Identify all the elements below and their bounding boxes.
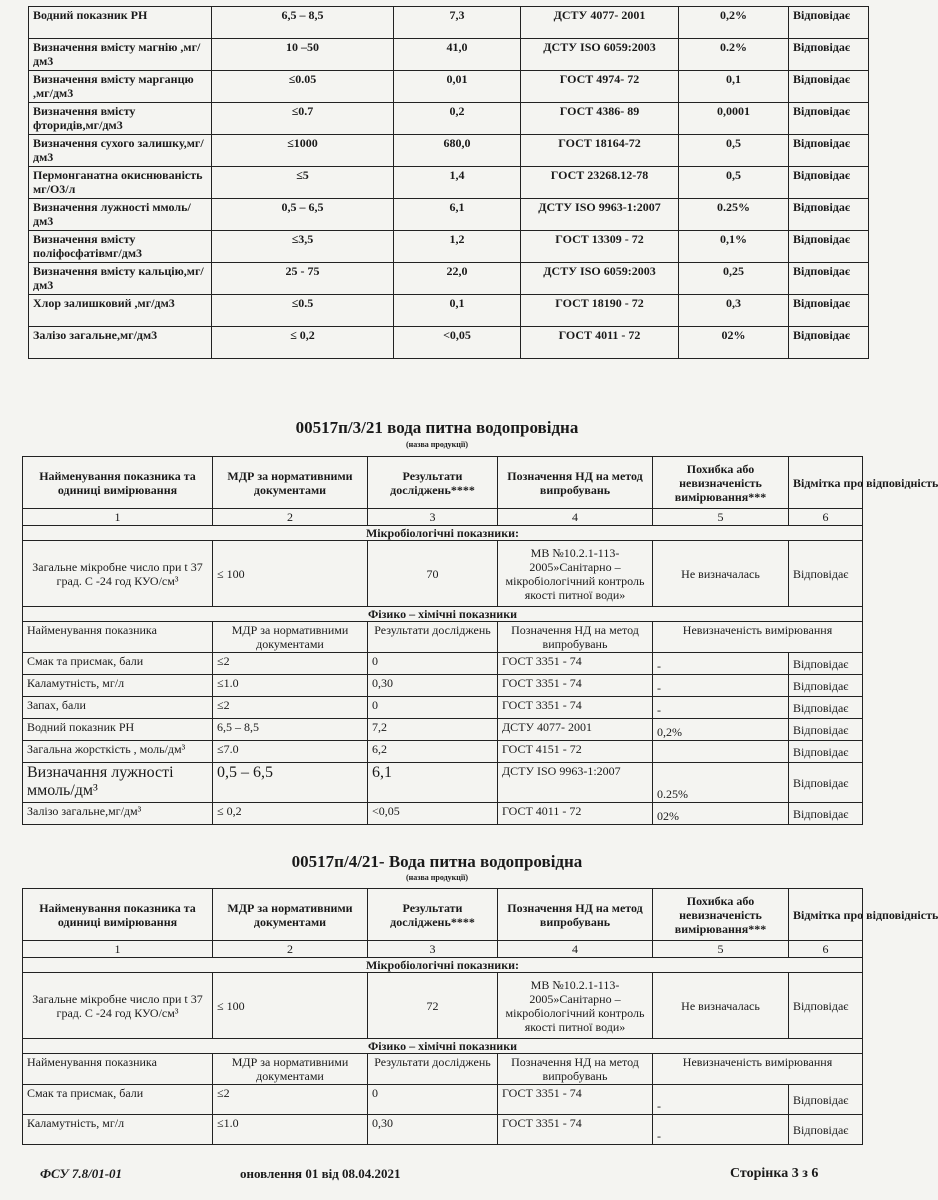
row-mdr: ≤5: [212, 167, 394, 199]
s4-col-result: Результати досліджень****: [368, 889, 498, 941]
row-mark: Відповідає: [789, 199, 869, 231]
row-error: 0,3: [679, 295, 789, 327]
row-error: 0,1: [679, 71, 789, 103]
sample4-title: 00517п/4/21- Вода питна водопровідна: [291, 852, 583, 871]
row-nd: ДСТУ ISO 9963-1:2007: [521, 199, 679, 231]
row-mark: Відповідає: [789, 327, 869, 359]
row-result: 0,01: [394, 71, 521, 103]
row-error: 0,25: [679, 263, 789, 295]
row-nd: ГОСТ 4386- 89: [521, 103, 679, 135]
s3-micro-result: 70: [368, 541, 498, 607]
phys-nd: ГОСТ 4011 - 72: [498, 803, 653, 825]
s4-micro-mark: Відповідає: [789, 973, 863, 1039]
phys-nd: ГОСТ 3351 - 74: [498, 1115, 653, 1145]
row-nd: ГОСТ 18164-72: [521, 135, 679, 167]
phys-mark: Відповідає: [789, 1115, 863, 1145]
row-name: Визначення вмісту кальцію,мг/дм3: [29, 263, 212, 295]
phys-mdr: ≤1.0: [213, 675, 368, 697]
s3-micro-label: Мікробіологічні показники:: [23, 526, 863, 541]
phys-result: 6,1: [368, 763, 498, 803]
table-row: [29, 71, 869, 103]
sample4-subtitle: (назва продукції): [405, 873, 468, 882]
row-name: Залізо загальне,мг/дм3: [29, 327, 212, 359]
phys-mark: Відповідає: [789, 675, 863, 697]
s4-phys-col-nd: Позначення НД на метод випробувань: [498, 1054, 653, 1085]
row-mdr: 10 –50: [212, 39, 394, 71]
row-error: 0,1%: [679, 231, 789, 263]
phys-mark: Відповідає: [789, 763, 863, 803]
s4-micro-result: 72: [368, 973, 498, 1039]
table-row: [23, 719, 863, 741]
phys-name: Визначання лужності ммоль/дм³: [23, 763, 213, 803]
s3-micro-nd: МВ №10.2.1-113-2005»Санітарно – мікробіологічний контроль якості питної води»: [498, 541, 653, 607]
table-row: [29, 135, 869, 167]
s4-num: 4: [498, 941, 653, 958]
row-error: 0.25%: [679, 199, 789, 231]
row-nd: ГОСТ 4974- 72: [521, 71, 679, 103]
s3-num: 6: [789, 509, 863, 526]
row-error: 0,0001: [679, 103, 789, 135]
row-nd: ГОСТ 4011 - 72: [521, 327, 679, 359]
row-name: Визначення вмісту марганцю ,мг/дм3: [29, 71, 212, 103]
row-result: 22,0: [394, 263, 521, 295]
row-error: 0,5: [679, 167, 789, 199]
phys-name: Смак та присмак, бали: [23, 1085, 213, 1115]
phys-mdr: ≤2: [213, 1085, 368, 1115]
row-mdr: ≤3,5: [212, 231, 394, 263]
phys-error: -: [653, 697, 789, 719]
s3-col-result: Результати досліджень****: [368, 457, 498, 509]
phys-error: [653, 741, 789, 763]
s4-col-error: Похибка або невизначеність вимірювання***: [653, 889, 789, 941]
phys-result: 0: [368, 1085, 498, 1115]
row-mark: Відповідає: [789, 39, 869, 71]
phys-name: Каламутність, мг/л: [23, 675, 213, 697]
s4-phys-col-result: Результати досліджень: [368, 1054, 498, 1085]
s3-num: 4: [498, 509, 653, 526]
table-row: [23, 1115, 863, 1145]
table-row: [29, 295, 869, 327]
table-row: [29, 231, 869, 263]
table-row: [29, 103, 869, 135]
s3-phys-label: Фізико – хімічні показники: [23, 607, 863, 622]
phys-nd: ГОСТ 3351 - 74: [498, 675, 653, 697]
s3-micro-name: Загальне мікробне число при t 37 град. С -24 год КУО/см³: [23, 541, 213, 607]
row-mdr: 0,5 – 6,5: [212, 199, 394, 231]
s4-micro-mdr: ≤ 100: [213, 973, 368, 1039]
row-error: 0.2%: [679, 39, 789, 71]
s4-phys-label: Фізико – хімічні показники: [23, 1039, 863, 1054]
row-result: 0,1: [394, 295, 521, 327]
table-row: [29, 39, 869, 71]
phys-nd: ГОСТ 3351 - 74: [498, 697, 653, 719]
phys-mdr: ≤2: [213, 697, 368, 719]
phys-mdr: ≤2: [213, 653, 368, 675]
table-row: [23, 803, 863, 825]
row-name: Визначення вмісту поліфосфатівмг/дм3: [29, 231, 212, 263]
phys-error: -: [653, 1115, 789, 1145]
table-row: [23, 697, 863, 719]
row-nd: ДСТУ 4077- 2001: [521, 7, 679, 39]
row-result: 0,2: [394, 103, 521, 135]
s4-num: 6: [789, 941, 863, 958]
table-row: [29, 7, 869, 39]
table-row: [23, 763, 863, 803]
row-mdr: 25 - 75: [212, 263, 394, 295]
row-name: Визначення вмісту фторидів,мг/дм3: [29, 103, 212, 135]
row-mdr: ≤0.05: [212, 71, 394, 103]
phys-name: Запах, бали: [23, 697, 213, 719]
phys-mdr: ≤1.0: [213, 1115, 368, 1145]
row-mdr: ≤0.7: [212, 103, 394, 135]
s4-micro-name: Загальне мікробне число при t 37 град. С -24 год КУО/см³: [23, 973, 213, 1039]
s3-phys-col-mdr: МДР за нормативними документами: [213, 622, 368, 653]
table-row: [29, 263, 869, 295]
s4-col-mark: Відмітка про відповідність: [789, 889, 863, 941]
phys-error: -: [653, 1085, 789, 1115]
phys-error: 0.25%: [653, 763, 789, 803]
row-name: Визначення сухого залишку,мг/дм3: [29, 135, 212, 167]
sample3-subtitle: (назва продукції): [405, 440, 468, 449]
s4-num: 2: [213, 941, 368, 958]
phys-name: Залізо загальне,мг/дм³: [23, 803, 213, 825]
top-results-table: [28, 6, 869, 359]
s4-num: 1: [23, 941, 213, 958]
table-row: [23, 741, 863, 763]
s3-phys-col-error: Невизначеність вимірювання: [653, 622, 863, 653]
row-result: <0,05: [394, 327, 521, 359]
row-mark: Відповідає: [789, 263, 869, 295]
s4-col-mdr: МДР за нормативними документами: [213, 889, 368, 941]
phys-result: 0,30: [368, 1115, 498, 1145]
row-nd: ДСТУ ISO 6059:2003: [521, 39, 679, 71]
phys-mdr: ≤7.0: [213, 741, 368, 763]
phys-result: 6,2: [368, 741, 498, 763]
row-result: 6,1: [394, 199, 521, 231]
table-row: [29, 327, 869, 359]
table-row: [23, 653, 863, 675]
row-mdr: ≤1000: [212, 135, 394, 167]
s4-micro-nd: МВ №10.2.1-113-2005»Санітарно – мікробіологічний контроль якості питної води»: [498, 973, 653, 1039]
phys-name: Смак та присмак, бали: [23, 653, 213, 675]
s4-col-nd: Позначення НД на метод випробувань: [498, 889, 653, 941]
s3-col-error: Похибка або невизначеність вимірювання***: [653, 457, 789, 509]
phys-nd: ГОСТ 4151 - 72: [498, 741, 653, 763]
phys-error: -: [653, 675, 789, 697]
phys-name: Загальна жорсткість , моль/дм³: [23, 741, 213, 763]
row-name: Пермонганатна окиснюваність мг/О3/л: [29, 167, 212, 199]
row-nd: ГОСТ 13309 - 72: [521, 231, 679, 263]
s3-micro-error: Не визначалась: [653, 541, 789, 607]
phys-mark: Відповідає: [789, 741, 863, 763]
s3-phys-col-nd: Позначення НД на метод випробувань: [498, 622, 653, 653]
s3-num: 5: [653, 509, 789, 526]
row-mark: Відповідає: [789, 231, 869, 263]
s3-num: 1: [23, 509, 213, 526]
phys-result: 0: [368, 653, 498, 675]
s4-col-name: Найменування показника та одиниці вимірювання: [23, 889, 213, 941]
row-nd: ДСТУ ISO 6059:2003: [521, 263, 679, 295]
s4-micro-label: Мікробіологічні показники:: [23, 958, 863, 973]
row-nd: ГОСТ 23268.12-78: [521, 167, 679, 199]
footer-page-number: Сторінка 3 з 6: [730, 1166, 819, 1181]
phys-mark: Відповідає: [789, 719, 863, 741]
s3-num: 2: [213, 509, 368, 526]
table-row: [23, 675, 863, 697]
phys-nd: ДСТУ ISO 9963-1:2007: [498, 763, 653, 803]
phys-nd: ДСТУ 4077- 2001: [498, 719, 653, 741]
phys-result: 7,2: [368, 719, 498, 741]
phys-result: 0,30: [368, 675, 498, 697]
sample3-table: [22, 456, 938, 825]
row-mark: Відповідає: [789, 167, 869, 199]
row-error: 02%: [679, 327, 789, 359]
phys-name: Каламутність, мг/л: [23, 1115, 213, 1145]
footer-form-code: ФСУ 7.8/01-01: [40, 1166, 123, 1181]
s3-col-nd: Позначення НД на метод випробувань: [498, 457, 653, 509]
row-result: 1,4: [394, 167, 521, 199]
s3-micro-mdr: ≤ 100: [213, 541, 368, 607]
s3-col-name: Найменування показника та одиниці вимірювання: [23, 457, 213, 509]
phys-error: 0,2%: [653, 719, 789, 741]
s4-phys-col-error: Невизначеність вимірювання: [653, 1054, 863, 1085]
row-name: Визначення лужності ммоль/дм3: [29, 199, 212, 231]
phys-mdr: ≤ 0,2: [213, 803, 368, 825]
row-mark: Відповідає: [789, 135, 869, 167]
row-mdr: 6,5 – 8,5: [212, 7, 394, 39]
row-mark: Відповідає: [789, 103, 869, 135]
table-row: [23, 1085, 863, 1115]
row-name: Визначення вмісту магнію ,мг/дм3: [29, 39, 212, 71]
phys-error: -: [653, 653, 789, 675]
phys-result: <0,05: [368, 803, 498, 825]
phys-mdr: 6,5 – 8,5: [213, 719, 368, 741]
row-mark: Відповідає: [789, 7, 869, 39]
s4-micro-error: Не визначалась: [653, 973, 789, 1039]
table-row: [29, 199, 869, 231]
phys-name: Водний показник РН: [23, 719, 213, 741]
phys-mdr: 0,5 – 6,5: [213, 763, 368, 803]
s4-phys-col-mdr: МДР за нормативними документами: [213, 1054, 368, 1085]
row-name: Водний показник РН: [29, 7, 212, 39]
sample4-table: [22, 888, 938, 1145]
s3-col-mdr: МДР за нормативними документами: [213, 457, 368, 509]
phys-nd: ГОСТ 3351 - 74: [498, 1085, 653, 1115]
row-name: Хлор залишковий ,мг/дм3: [29, 295, 212, 327]
s3-phys-col-name: Найменування показника: [23, 622, 213, 653]
footer-update: оновлення 01 від 08.04.2021: [240, 1166, 401, 1181]
row-result: 680,0: [394, 135, 521, 167]
row-mark: Відповідає: [789, 71, 869, 103]
phys-mark: Відповідає: [789, 697, 863, 719]
row-mdr: ≤0.5: [212, 295, 394, 327]
phys-mark: Відповідає: [789, 1085, 863, 1115]
phys-result: 0: [368, 697, 498, 719]
sample3-title: 00517п/3/21 вода питна водопровідна: [295, 418, 579, 437]
row-error: 0,5: [679, 135, 789, 167]
row-error: 0,2%: [679, 7, 789, 39]
phys-nd: ГОСТ 3351 - 74: [498, 653, 653, 675]
phys-mark: Відповідає: [789, 653, 863, 675]
row-mdr: ≤ 0,2: [212, 327, 394, 359]
row-mark: Відповідає: [789, 295, 869, 327]
s3-phys-col-result: Результати досліджень: [368, 622, 498, 653]
s4-num: 5: [653, 941, 789, 958]
s3-micro-mark: Відповідає: [789, 541, 863, 607]
row-result: 7,3: [394, 7, 521, 39]
table-row: [29, 167, 869, 199]
s3-col-mark: Відмітка про відповідність: [789, 457, 863, 509]
row-result: 1,2: [394, 231, 521, 263]
phys-mark: Відповідає: [789, 803, 863, 825]
row-nd: ГОСТ 18190 - 72: [521, 295, 679, 327]
s4-num: 3: [368, 941, 498, 958]
s3-num: 3: [368, 509, 498, 526]
phys-error: 02%: [653, 803, 789, 825]
s4-phys-col-name: Найменування показника: [23, 1054, 213, 1085]
row-result: 41,0: [394, 39, 521, 71]
